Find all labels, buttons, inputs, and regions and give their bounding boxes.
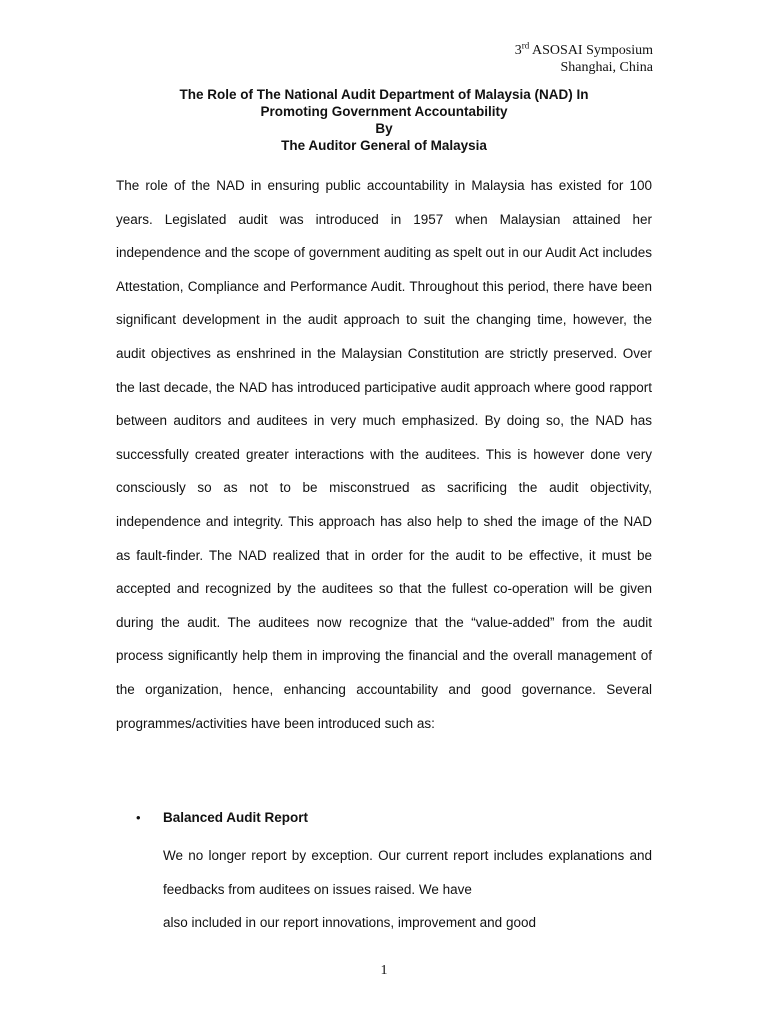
symposium-name: ASOSAI Symposium xyxy=(529,43,653,58)
title-line-3: By xyxy=(375,121,393,136)
symposium-ordinal-suffix: rd xyxy=(521,40,530,51)
symposium-line xyxy=(515,42,653,59)
document-title xyxy=(116,86,652,154)
bullet-heading: Balanced Audit Report xyxy=(163,810,309,825)
bullet-item xyxy=(136,806,308,830)
bullet-paragraph-last-line: also included in our report innovations, improvement and good xyxy=(163,915,536,931)
title-line-1: The Role of The National Audit Department of Malaysia (NAD) In xyxy=(179,87,589,102)
symposium-ordinal: 3 xyxy=(514,43,522,58)
title-line-2: Promoting Government Accountability xyxy=(260,104,508,119)
bullet-paragraph-text: We no longer report by exception. Our current report includes explanations and feedbacks from auditees on issues raised. We have xyxy=(163,848,652,897)
title-line-4: The Auditor General of Malaysia xyxy=(281,138,487,153)
bullet-paragraph xyxy=(163,839,652,940)
header xyxy=(515,42,653,76)
symposium-location: Shanghai, China xyxy=(560,60,653,75)
body-paragraph: The role of the NAD in ensuring public accountability in Malaysia has existed for 100 years. Legislated audit was introduced in 1957 when Malaysian attained her independence and the scope of government auditing as spelt out in our Audit Act includes Attestation, Compliance and Performance Audit. Throughout this period, there have been significant development in the audit approach to suit the changing time, however, the audit objectives as enshrined in the Malaysian Constitution are strictly preserved. Over the last decade, the NAD has introduced participative audit approach where good rapport between auditors and auditees in very much emphasized. By doing so, the NAD has successfully created greater interactions with the auditees. This is however done very consciously so as not to be misconstrued as sacrificing the audit objectivity, independence and integrity. This approach has also help to shed the image of the NAD as fault-finder. The NAD realized that in order for the audit to be effective, it must be accepted and recognized by the auditees so that the fullest co-operation will be given during the audit. The auditees now recognize that the “value-added” from the audit process significantly help them in improving the financial and the overall management of the organization, hence, enhancing accountability and good governance. Several programmes/activities have been introduced such as: xyxy=(116,178,652,731)
page-number: 1 xyxy=(380,963,388,978)
bullet-marker: • xyxy=(136,810,141,825)
